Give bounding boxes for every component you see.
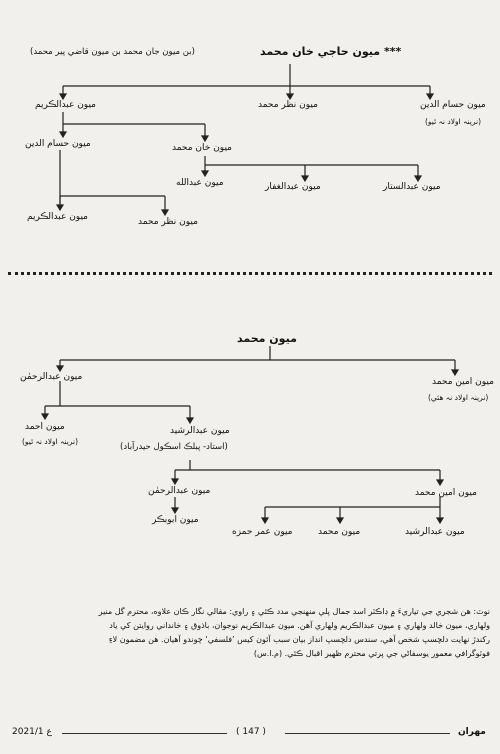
tree2-node-rashid: ميون عبدالرشيد — [170, 426, 230, 436]
footnote-line: نوٽ: هن شجري جي تياريءَ ۾ ڊاڪٽر اسد جمال پلي منهنجي مدد ڪئي ۽ راوي: مقالي نگار ڪان علاوه، محترم گل منير — [98, 607, 490, 616]
tree2-node-amin2: ميون امين محمد — [415, 488, 477, 498]
footnote — [8, 605, 490, 661]
tree1-node-nazar2: ميون نظر محمد — [138, 217, 198, 227]
tree2-rashid-note: (استاد- پبلڪ اسڪول حيدرآباد) — [120, 442, 228, 452]
footer-page-number: ( 147 ) — [236, 727, 266, 737]
tree1-node-abdulkarim: ميون عبدالڪريم — [35, 100, 96, 110]
tree1-node-abdullah: ميون عبدالله — [176, 178, 224, 188]
tree1-node-nazar: ميون نظر محمد — [258, 100, 318, 110]
tree2-node-muhammad: ميون محمد — [318, 527, 361, 537]
tree2-node-amin: ميون امين محمد — [432, 377, 494, 387]
tree2-node-abdulrashid2: ميون عبدالرشيد — [405, 527, 465, 537]
tree2-node-ahmad: ميون احمد — [25, 422, 65, 432]
tree2-node-abdulrahman2: ميون عبدالرحمٰن — [148, 486, 211, 496]
footnote-line: فوٽوگرافي معمور يوسفاڻي جي پرتي محترم ظهير اقبال ڪئي. (م.ا.س) — [253, 649, 490, 658]
tree1-node-hisam2: ميون حسام الدين — [25, 139, 91, 149]
section-divider — [8, 272, 492, 275]
tree1-node-hisam: ميون حسام الدين — [420, 100, 486, 110]
footer-rule-left — [62, 733, 227, 734]
tree2-root: ميون محمد — [237, 332, 297, 345]
tree2-ahmad-note: (نرينہ اولاد نہ ٿيو) — [22, 437, 79, 446]
tree1-hisam-note: (نرينہ اولاد نہ ٿيو) — [425, 117, 482, 126]
tree1-node-abdulghaffar: ميون عبدالغفار — [265, 182, 321, 192]
tree2-node-umar-hamza: ميون عمر حمزه — [232, 527, 293, 537]
tree2-node-abubakr: ميون ابوبڪر — [152, 515, 199, 525]
root-marker: *** — [383, 45, 402, 58]
tree2-node-abdulrahman: ميون عبدالرحمٰن — [20, 372, 83, 382]
tree1-node-khan: ميون خان محمد — [172, 143, 232, 153]
tree1-root — [260, 45, 401, 58]
footer-rule-right — [285, 733, 450, 734]
tree1-node-abdussattar: ميون عبدالستار — [383, 182, 441, 192]
footer-journal: مهران — [458, 727, 486, 737]
tree1-node-abdulkarim2: ميون عبدالڪريم — [27, 212, 88, 222]
footnote-line: رکندڙ نهايت دلچسپ شخص آهي، سندس دلچسپ انداز بيان سبب آئون کيس ’فلسفي‘ چوندو آهيان. هن مضمون لاءِ — [108, 635, 490, 644]
footer-issue: 2021/1 ع — [12, 727, 52, 737]
footnote-line: ولهاري، ميون خالد ولهاري ۽ ميون عبدالڪريم ولهاري آهن. ميون عبدالڪريم نوجوان، باذوق ۽ خانداني روايتن کي ياد — [109, 621, 490, 630]
tree2-amin-note: (نرينہ اولاد نہ هئي) — [428, 393, 489, 402]
tree1-root-lineage: (بن ميون جان محمد بن ميون قاضي پير محمد) — [30, 47, 195, 57]
root-name: ميون حاجي خان محمد — [260, 45, 381, 58]
